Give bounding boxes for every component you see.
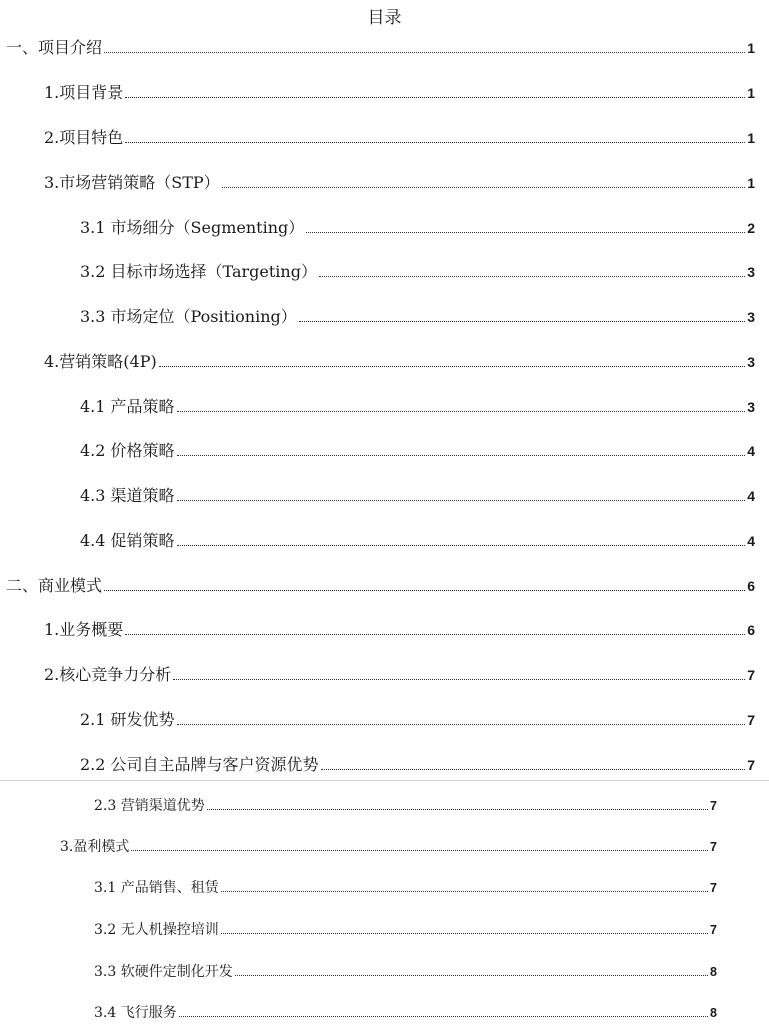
toc-entry[interactable]	[94, 794, 717, 818]
toc-entry[interactable]	[44, 170, 755, 194]
toc-entry-label: 4.3 渠道策略	[80, 486, 175, 505]
toc-entry-label: 3.3 软硬件定制化开发	[94, 964, 233, 980]
dot-leader	[173, 662, 745, 680]
dot-leader	[125, 125, 745, 143]
dot-leader	[179, 1002, 708, 1017]
dot-leader	[104, 573, 745, 591]
toc-entry-label: 3.2 无人机操控培训	[94, 922, 219, 938]
toc-entry[interactable]	[80, 707, 755, 731]
dot-leader	[177, 483, 746, 501]
toc-entry[interactable]	[94, 1001, 717, 1025]
toc-entry-label: 1.项目背景	[44, 83, 124, 102]
toc-entry-page: 3	[747, 399, 755, 415]
dot-leader	[319, 259, 745, 277]
toc-entry[interactable]	[94, 876, 717, 900]
toc-entry-label: 2.2 公司自主品牌与客户资源优势	[80, 755, 319, 774]
toc-entry-page: 4	[747, 488, 755, 504]
dot-leader	[131, 836, 708, 851]
toc-entry-page: 4	[747, 443, 755, 459]
toc-entry[interactable]	[80, 259, 755, 283]
dot-leader	[125, 617, 745, 635]
dot-leader	[306, 215, 745, 233]
toc-entry-page: 1	[747, 175, 755, 191]
toc-entry-label: 3.1 市场细分（Segmenting）	[80, 218, 305, 237]
dot-leader	[299, 304, 745, 322]
toc-entry-page: 1	[747, 130, 755, 146]
toc-entry-label: 3.3 市场定位（Positioning）	[80, 307, 297, 326]
toc-entry-page: 7	[747, 757, 755, 773]
toc-entry-label: 4.1 产品策略	[80, 397, 175, 416]
toc-entry-page: 3	[747, 309, 755, 325]
dot-leader	[159, 349, 746, 367]
toc-entry[interactable]	[80, 304, 755, 328]
dot-leader	[177, 394, 746, 412]
toc-entry[interactable]	[6, 35, 755, 59]
toc-entry-page: 3	[747, 354, 755, 370]
toc-entry[interactable]	[44, 662, 755, 686]
toc-entry-label: 1.业务概要	[44, 620, 124, 639]
toc-entry-label: 2.3 营销渠道优势	[94, 798, 205, 814]
toc-entry-label: 3.市场营销策略（STP）	[44, 173, 220, 192]
toc-entry[interactable]	[44, 617, 755, 641]
toc-entry-page: 8	[710, 1006, 717, 1020]
toc-entry-page: 6	[747, 578, 755, 594]
toc-entry-label: 4.营销策略(4P)	[44, 352, 157, 371]
toc-entry[interactable]	[44, 125, 755, 149]
toc-entry-label: 4.4 促销策略	[80, 531, 175, 550]
dot-leader	[177, 438, 746, 456]
toc-entry[interactable]	[80, 483, 755, 507]
toc-entry-page: 3	[747, 264, 755, 280]
toc-entry-label: 二、商业模式	[6, 576, 103, 595]
toc-entry-label: 3.盈利模式	[60, 839, 130, 855]
toc-entry-page: 7	[710, 799, 717, 813]
toc-entry-label: 2.项目特色	[44, 128, 124, 147]
screenshot-seam-divider	[0, 780, 769, 781]
dot-leader	[321, 752, 746, 770]
toc-entry-page: 7	[710, 923, 717, 937]
toc-entry-page: 6	[747, 622, 755, 638]
toc-entry[interactable]	[6, 573, 755, 597]
dot-leader	[104, 35, 745, 53]
toc-entry-page: 4	[747, 533, 755, 549]
toc-entry[interactable]	[60, 835, 717, 859]
dot-leader	[221, 919, 708, 934]
toc-entry[interactable]	[80, 528, 755, 552]
toc-entry[interactable]	[94, 918, 717, 942]
dot-leader	[222, 170, 746, 188]
toc-entry-page: 2	[747, 220, 755, 236]
toc-entry-label: 2.核心竞争力分析	[44, 665, 172, 684]
toc-entry-page: 7	[747, 667, 755, 683]
toc-entry[interactable]	[80, 215, 755, 239]
toc-entry-page: 8	[710, 965, 717, 979]
toc-entry-page: 1	[747, 40, 755, 56]
dot-leader	[125, 80, 745, 98]
toc-entry-label: 一、项目介绍	[6, 38, 103, 57]
toc-entry-label: 3.4 飞行服务	[94, 1005, 177, 1021]
dot-leader	[207, 795, 708, 810]
toc-entry[interactable]	[94, 960, 717, 984]
toc-entry-page: 7	[747, 712, 755, 728]
dot-leader	[177, 528, 746, 546]
dot-leader	[235, 961, 708, 976]
toc-entry-label: 4.2 价格策略	[80, 441, 175, 460]
toc-title: 目录	[367, 8, 402, 28]
toc-entry-label: 3.2 目标市场选择（Targeting）	[80, 262, 317, 281]
toc-entry-page: 7	[710, 840, 717, 854]
toc-entry[interactable]	[80, 438, 755, 462]
toc-entry-page: 7	[710, 881, 717, 895]
toc-entry[interactable]	[80, 752, 755, 776]
toc-entry-label: 2.1 研发优势	[80, 710, 175, 729]
toc-entry[interactable]	[44, 80, 755, 104]
toc-entry-page: 1	[747, 85, 755, 101]
dot-leader	[177, 707, 746, 725]
toc-entry-label: 3.1 产品销售、租赁	[94, 880, 219, 896]
dot-leader	[221, 877, 708, 892]
toc-entry[interactable]	[44, 349, 755, 373]
toc-entry[interactable]	[80, 394, 755, 418]
